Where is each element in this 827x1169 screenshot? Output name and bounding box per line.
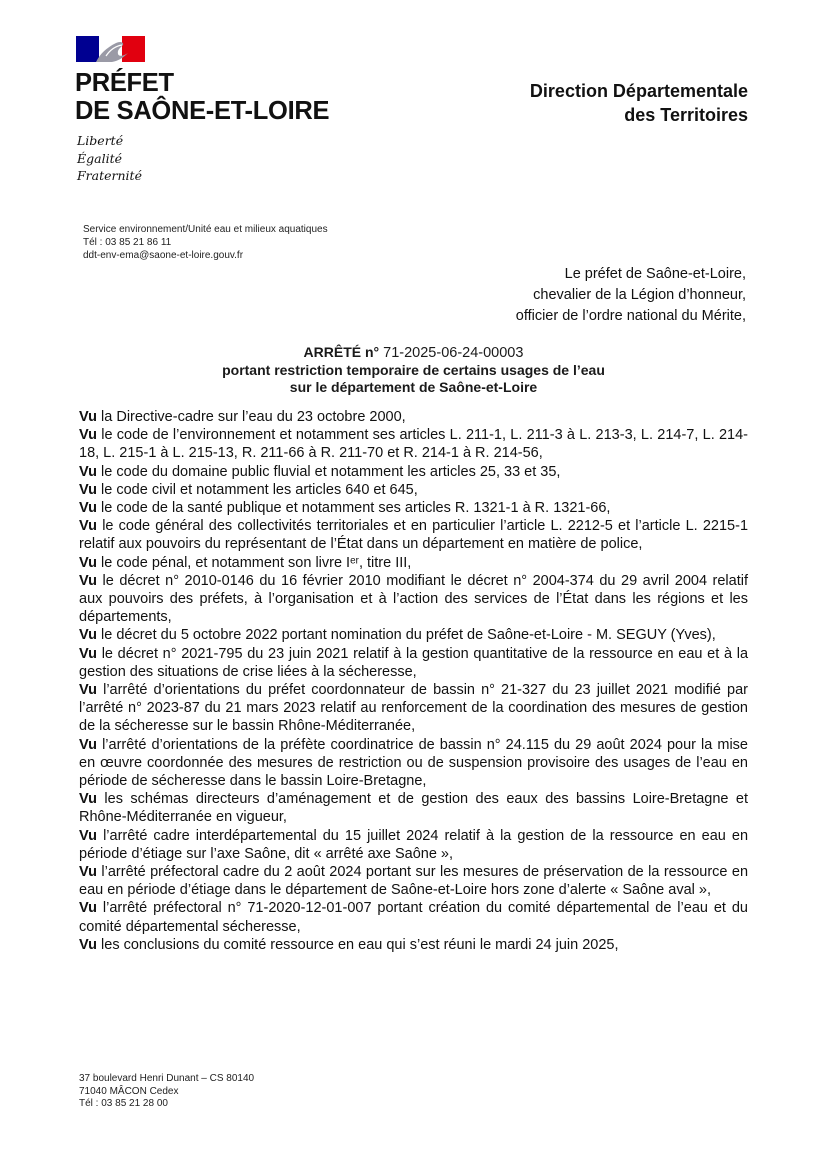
vu-item-text: le code civil et notamment les articles 640 et 645,: [101, 481, 418, 498]
vu-prefix: Vu: [79, 627, 97, 644]
vu-prefix: Vu: [79, 864, 97, 881]
vu-item: [79, 681, 748, 736]
vu-item-text: le code général des collectivités territoriales et en particulier l’article L. 2212-5 et l’article L. 2215-1 relatif aux pouvoirs du représentant de l’État dans un département en matière de police,: [79, 518, 749, 553]
vu-item-text: l’arrêté d’orientations du préfet coordonnateur de bassin n° 21-327 du 23 juillet 2021 modifié par l’arrêté n° 2023-87 du 21 mars 2023 relatif au renforcement de la coordination des mesures de gestion de la sécheresse sur le bassin Rhône-Méditerranée,: [79, 682, 748, 735]
vu-prefix: Vu: [79, 572, 97, 589]
vu-item: [79, 572, 748, 627]
service-contact: [83, 223, 353, 262]
footer-street: 37 boulevard Henri Dunant – CS 80140: [79, 1073, 255, 1084]
arrete-label: ARRÊTÉ n°: [303, 344, 380, 360]
vu-item: [79, 736, 748, 791]
footer-city: 71040 MÂCON Cedex: [79, 1085, 179, 1097]
vu-prefix: Vu: [79, 791, 97, 808]
vu-prefix: Vu: [79, 736, 97, 753]
direction-line1: Direction Départementale: [529, 81, 748, 101]
prefecture-title-line1: PRÉFET: [75, 69, 174, 97]
arrete-number: 71-2025-06-24-00003: [383, 345, 524, 361]
vu-item: [79, 863, 748, 899]
motto-fraternite: Fraternité: [77, 168, 142, 183]
vu-prefix: Vu: [79, 500, 97, 517]
direction-heading: [530, 79, 748, 127]
motto-liberte: Liberté: [77, 133, 124, 148]
prefecture-title: [75, 69, 329, 125]
vu-prefix: Vu: [79, 427, 97, 444]
direction-line2: des Territoires: [624, 105, 748, 125]
arrete-title: [0, 343, 827, 362]
service-phone: Tél : 03 85 21 86 11: [83, 237, 172, 248]
vu-item: [79, 899, 748, 935]
service-email: ddt-env-ema@saone-et-loire.gouv.fr: [83, 250, 244, 261]
vu-prefix: Vu: [79, 900, 97, 917]
vu-item-text: le code pénal, et notamment son livre Iᵉʳ, titre III,: [101, 554, 412, 571]
republic-motto: [77, 132, 142, 185]
vu-item-text: les schémas directeurs d’aménagement et de gestion des eaux des bassins Loire-Bretagne et Rhône-Méditerranée en vigueur,: [79, 791, 748, 826]
prefect-line2: chevalier de la Légion d’honneur,: [533, 287, 746, 303]
vu-item-text: la Directive-cadre sur l’eau du 23 octobre 2000,: [101, 409, 406, 425]
vu-item: [79, 554, 748, 572]
prefect-line3: officier de l’ordre national du Mérite,: [515, 308, 746, 324]
vu-prefix: Vu: [79, 827, 97, 844]
vu-prefix: Vu: [79, 518, 97, 535]
vu-item: [79, 408, 748, 426]
arrete-subtitle-1: portant restriction temporaire de certains usages de l’eau: [222, 362, 605, 378]
service-name: Service environnement/Unité eau et milieux aquatiques: [83, 224, 328, 235]
vu-item: [79, 481, 748, 499]
marianne-logo-icon: [76, 36, 145, 62]
vu-prefix: Vu: [79, 481, 97, 498]
vu-prefix: Vu: [79, 554, 97, 571]
vu-item: [79, 827, 748, 863]
vu-item: [79, 790, 748, 826]
vu-item-text: les conclusions du comité ressource en eau qui s’est réuni le mardi 24 juin 2025,: [101, 936, 619, 953]
vu-item: [79, 936, 748, 954]
vu-item-text: le décret du 5 octobre 2022 portant nomination du préfet de Saône-et-Loire - M. SEGUY (Yves),: [101, 627, 716, 644]
vu-item-text: le code de la santé publique et notamment ses articles R. 1321-1 à R. 1321-66,: [101, 500, 611, 517]
prefect-titles: [516, 264, 746, 327]
vu-item-text: l’arrêté d’orientations de la préfète coordinatrice de bassin n° 24.115 du 29 août 2024 pour la mise en œuvre coordonnée des mesures de restriction ou de suspension provisoire des usages de l’eau en période de sécheresse dans le bassin Loire-Bretagne,: [79, 736, 748, 790]
vu-prefix: Vu: [79, 463, 97, 480]
vu-prefix: Vu: [79, 682, 97, 699]
vu-item: [79, 626, 748, 644]
vu-item-text: l’arrêté préfectoral n° 71-2020-12-01-007 portant création du comité départemental de l’eau et du comité départemental sécheresse,: [79, 900, 748, 935]
prefect-line1: Le préfet de Saône-et-Loire,: [564, 266, 746, 282]
vu-item-text: l’arrêté cadre interdépartemental du 15 juillet 2024 relatif à la gestion de la ressource en eau en période d’étiage sur l’axe Saône, dit « arrêté axe Saône »,: [79, 827, 749, 862]
vu-item: [79, 499, 748, 517]
vu-item-text: le décret n° 2010-0146 du 16 février 2010 modifiant le décret n° 2004-374 du 29 avril 2004 relatif aux pouvoirs des préfets, à l’organisation et à l’action des services de l’État dans les régions et les départements,: [79, 572, 748, 626]
arrete-subtitle-2: sur le département de Saône-et-Loire: [289, 379, 538, 395]
vu-item-text: le code de l’environnement et notamment ses articles L. 211-1, L. 211-3 à L. 213-3, L. 214-7, L. 214-18, L. 215-1 à L. 215-13, R. 211-66 à R. 211-70 et R. 214-1 à R. 214-56,: [79, 427, 749, 462]
vu-item-text: l’arrêté préfectoral cadre du 2 août 2024 portant sur les mesures de préservation de la ressource en eau en période d’étiage dans le département de Saône-et-Loire hors zone d’alerte « Saône aval »,: [79, 864, 749, 899]
arrete-heading: [0, 343, 827, 396]
footer-phone: Tél : 03 85 21 28 00: [79, 1098, 168, 1109]
prefecture-title-line2: DE SAÔNE-ET-LOIRE: [75, 97, 330, 125]
vu-item: [79, 426, 748, 462]
vu-item-text: le décret n° 2021-795 du 23 juin 2021 relatif à la gestion quantitative de la ressource en eau et à la gestion des situations de crise liées à la sécheresse,: [79, 645, 749, 680]
address-footer: [79, 1073, 254, 1111]
vu-prefix: Vu: [79, 645, 97, 662]
vu-item: [79, 463, 748, 481]
vu-prefix: Vu: [79, 936, 97, 953]
vu-list: [79, 408, 748, 954]
vu-item: [79, 645, 748, 681]
vu-item-text: le code du domaine public fluvial et notamment les articles 25, 33 et 35,: [101, 463, 561, 480]
motto-egalite: Égalité: [77, 150, 122, 166]
vu-prefix: Vu: [79, 409, 97, 425]
vu-item: [79, 517, 748, 553]
